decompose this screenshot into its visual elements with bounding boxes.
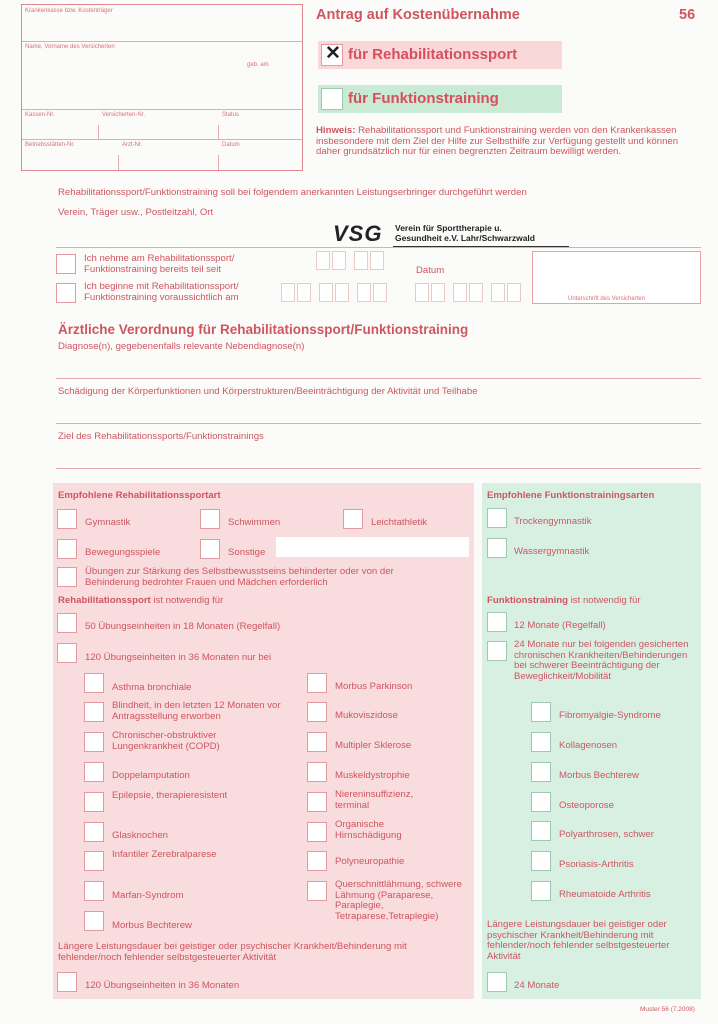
fdisease-bechterew-label: Morbus Bechterew (559, 770, 639, 781)
leichtathletik-checkbox[interactable] (343, 509, 363, 529)
fdisease-bechterew-checkbox[interactable] (531, 762, 551, 782)
disease-bechterew-left-label: Morbus Bechterew (112, 920, 192, 931)
disease-copd-label: Chronischer-obstruktiver Lungenkrankheit (COPD) (112, 730, 220, 752)
vsg-logo: VSG (333, 221, 383, 246)
disease-mukoviszidose-checkbox[interactable] (307, 702, 327, 722)
funktion-notwendig (487, 595, 641, 606)
disease-niereninsuffizienz-label: Niereninsuffizienz, terminal (335, 789, 414, 811)
kasse-label: Krankenkasse bzw. Kostenträger (25, 8, 113, 14)
disease-marfan-label: Marfan-Syndrom (112, 890, 184, 901)
disease-niereninsuffizienz-checkbox[interactable] (307, 792, 327, 812)
teil-date-input[interactable] (316, 251, 390, 272)
bewegungsspiele-label: Bewegungsspiele (85, 547, 161, 558)
reha-notwendig-bold: Rehabilitationssport (58, 595, 151, 606)
option-funktion-label: für Funktionstraining (348, 90, 499, 107)
fdisease-osteoporose-label: Osteoporose (559, 800, 614, 811)
funktion-notwendig-bold: Funktionstraining (487, 595, 569, 606)
opt-50-label: 50 Übungseinheiten in 18 Monaten (Regelfall) (85, 621, 281, 632)
hinweis-label: Hinweis: (316, 125, 356, 136)
option-reha-label: für Rehabilitationssport (348, 46, 518, 63)
disease-zerebralparese-checkbox[interactable] (84, 851, 104, 871)
disease-polyneuropathie-checkbox[interactable] (307, 851, 327, 871)
selbstbewusstsein-checkbox[interactable] (57, 567, 77, 587)
disease-polyneuropathie-label: Polyneuropathie (335, 856, 405, 867)
disease-parkinson-label: Morbus Parkinson (335, 681, 413, 692)
teil-checkbox[interactable] (56, 254, 76, 274)
diagnose-label: Diagnose(n), gegebenenfalls relevante Nebendiagnose(n) (58, 341, 305, 352)
disease-glasknochen-checkbox[interactable] (84, 822, 104, 842)
leichtathletik-label: Leichtathletik (371, 517, 427, 528)
disease-glasknochen-label: Glasknochen (112, 830, 168, 841)
datum-label: Datum (416, 265, 445, 276)
disease-muskeldystrophie-checkbox[interactable] (307, 762, 327, 782)
disease-mukoviszidose-label: Mukoviszidose (335, 710, 398, 721)
opt-120-checkbox[interactable] (57, 643, 77, 663)
disease-bechterew-left-checkbox[interactable] (84, 911, 104, 931)
fdisease-osteoporose-checkbox[interactable] (531, 792, 551, 812)
opt-24-checkbox[interactable] (487, 641, 507, 661)
signature-box[interactable] (532, 251, 701, 304)
schaedigung-label: Schädigung der Körperfunktionen und Körperstrukturen/Beeinträchtigung der Aktivität und Teilhabe (58, 386, 478, 397)
insured-block (21, 4, 303, 171)
disease-querschnitt-label: Querschnittlähmung, schwere Lähmung (Paraparese, Paraplegie, Tetraparese,Tetraplegie) (335, 879, 462, 922)
sonstige-input[interactable] (276, 537, 469, 557)
unterschrift-label: Unterschrift des Versicherten (568, 296, 646, 302)
muster-label: Muster 56 (7.2008) (640, 1006, 695, 1013)
disease-blindheit-checkbox[interactable] (84, 702, 104, 722)
form-title: Antrag auf Kostenübernahme (316, 7, 520, 23)
opt-12-checkbox[interactable] (487, 612, 507, 632)
form-number: 56 (679, 7, 696, 23)
disease-asthma-label: Asthma bronchiale (112, 682, 192, 693)
opt-24-final-label: 24 Monate (514, 980, 560, 991)
teil-label: Ich nehme am Rehabilitationssport/ Funktionstraining bereits teil seit (84, 253, 235, 275)
fdisease-polyarthrosen-checkbox[interactable] (531, 821, 551, 841)
trockengymnastik-label: Trockengymnastik (514, 516, 592, 527)
sonstige-label: Sonstige (228, 547, 266, 558)
verordnung-title: Ärztliche Verordnung für Rehabilitationssport/Funktionstraining (58, 322, 469, 337)
disease-muskeldystrophie-label: Muskeldystrophie (335, 770, 410, 781)
disease-doppelamputation-label: Doppelamputation (112, 770, 190, 781)
disease-sklerose-label: Multipler Sklerose (335, 740, 412, 751)
check-cross-icon: ✕ (325, 43, 341, 64)
fdisease-rheumatoide-label: Rheumatoide Arthritis (559, 889, 651, 900)
gymnastik-label: Gymnastik (85, 517, 131, 528)
trockengymnastik-checkbox[interactable] (487, 508, 507, 528)
wassergymnastik-label: Wassergymnastik (514, 546, 590, 557)
wassergymnastik-checkbox[interactable] (487, 538, 507, 558)
disease-epilepsie-label: Epilepsie, therapieresistent (112, 790, 228, 801)
datum-small-label: Datum (222, 142, 240, 148)
opt-50-checkbox[interactable] (57, 613, 77, 633)
option-reha-checkbox[interactable] (321, 44, 343, 66)
selbstbewusstsein-label: Übungen zur Stärkung des Selbstbewusstseins behinderter oder von der Behinderung bedrohter Frauen und Mädchen erforderlich (85, 566, 394, 588)
funktion-title: Empfohlene Funktionstrainingsarten (487, 490, 655, 501)
fdisease-psoriasis-checkbox[interactable] (531, 851, 551, 871)
disease-sklerose-checkbox[interactable] (307, 732, 327, 752)
sign-date-input[interactable] (415, 283, 525, 304)
reha-title: Empfohlene Rehabilitationssportart (58, 490, 221, 501)
opt-120-final-label: 120 Übungseinheiten in 36 Monaten (85, 980, 240, 991)
disease-asthma-checkbox[interactable] (84, 673, 104, 693)
disease-doppelamputation-checkbox[interactable] (84, 762, 104, 782)
disease-zerebralparese-label: Infantiler Zerebralparese (112, 849, 217, 860)
ziel-label: Ziel des Rehabilitationssports/Funktionstrainings (58, 431, 264, 442)
disease-epilepsie-checkbox[interactable] (84, 792, 104, 812)
fdisease-kollagenosen-label: Kollagenosen (559, 740, 618, 751)
reha-notwendig (58, 595, 223, 606)
reha-laengere: Längere Leistungsdauer bei geistiger oder psychischer Krankheit/Behinderung mit fehlender/noch fehlender selbstgesteuerter Aktivität (58, 941, 407, 963)
beginn-checkbox[interactable] (56, 283, 76, 303)
kassen-nr-label: Kassen-Nr. (25, 112, 55, 118)
fdisease-fibromyalgie-label: Fibromyalgie-Syndrome (559, 710, 661, 721)
opt-120-label: 120 Übungseinheiten in 36 Monaten nur bei (85, 652, 272, 663)
bewegungsspiele-checkbox[interactable] (57, 539, 77, 559)
stamp-line2: Gesundheit e.V. Lahr/Schwarzwald (395, 233, 535, 243)
hinweis-text: Rehabilitationssport und Funktionstraining werden von den Krankenkassen insbesondere mit dem Ziel der Hilfe zur Selbsthilfe zur Verfügung gestellt und können daher grundsätzlich nur für einen begrenzten Zeitraum bewilligt werden. (316, 125, 679, 158)
fdisease-kollagenosen-checkbox[interactable] (531, 732, 551, 752)
disease-copd-checkbox[interactable] (84, 732, 104, 752)
funktion-laengere: Längere Leistungsdauer bei geistiger oder psychischer Krankheit/Behinderung mit fehlender/noch fehlender selbstgesteuerter Aktivität (487, 919, 670, 962)
disease-hirnschaedigung-label: Organische Hirnschädigung (335, 819, 402, 841)
disease-parkinson-checkbox[interactable] (307, 673, 327, 693)
fdisease-psoriasis-label: Psoriasis-Arthritis (559, 859, 634, 870)
beginn-label: Ich beginne mit Rehabilitationssport/ Funktionstraining voraussichtlich am (84, 281, 239, 303)
arzt-nr-label: Arzt-Nr. (122, 142, 143, 148)
opt-12-label: 12 Monate (Regelfall) (514, 620, 606, 631)
beginn-date-input[interactable] (281, 283, 391, 304)
sonstige-checkbox[interactable] (200, 539, 220, 559)
disease-marfan-checkbox[interactable] (84, 881, 104, 901)
geb-label: geb. am (247, 62, 269, 68)
opt-24-final-checkbox[interactable] (487, 972, 507, 992)
name-label: Name, Vorname des Versicherten (25, 44, 115, 50)
reha-notwendig-rest: ist notwendig für (153, 595, 224, 606)
schwimmen-checkbox[interactable] (200, 509, 220, 529)
betrieb-label: Betriebsstätten-Nr. (25, 142, 75, 148)
hinweis (316, 126, 686, 158)
status-label: Status (222, 112, 240, 118)
disease-querschnitt-checkbox[interactable] (307, 881, 327, 901)
fdisease-polyarthrosen-label: Polyarthrosen, schwer (559, 829, 654, 840)
vsg-stamp (333, 222, 573, 250)
disease-blindheit-label: Blindheit, in den letzten 12 Monaten vor Antragsstellung erworben (112, 700, 281, 722)
gymnastik-checkbox[interactable] (57, 509, 77, 529)
option-funktion-checkbox[interactable] (321, 88, 343, 110)
verein-label: Verein, Träger usw., Postleitzahl, Ort (58, 207, 214, 218)
versicherten-nr-label: Versicherten-Nr. (102, 112, 146, 118)
opt-120-final-checkbox[interactable] (57, 972, 77, 992)
fdisease-fibromyalgie-checkbox[interactable] (531, 702, 551, 722)
opt-24-label: 24 Monate nur bei folgenden gesicherten chronischen Krankheiten/Behinderungen bei schwerer Beeinträchtigung der Beweglichkeit/Mobilität (514, 639, 689, 682)
provider-intro: Rehabilitationssport/Funktionstraining soll bei folgendem anerkannten Leistungserbringer durchgeführt werden (58, 187, 527, 198)
stamp-line1: Verein für Sporttherapie u. (395, 223, 502, 233)
fdisease-rheumatoide-checkbox[interactable] (531, 881, 551, 901)
disease-hirnschaedigung-checkbox[interactable] (307, 822, 327, 842)
schwimmen-label: Schwimmen (228, 517, 281, 528)
funktion-notwendig-rest: ist notwendig für (570, 595, 641, 606)
